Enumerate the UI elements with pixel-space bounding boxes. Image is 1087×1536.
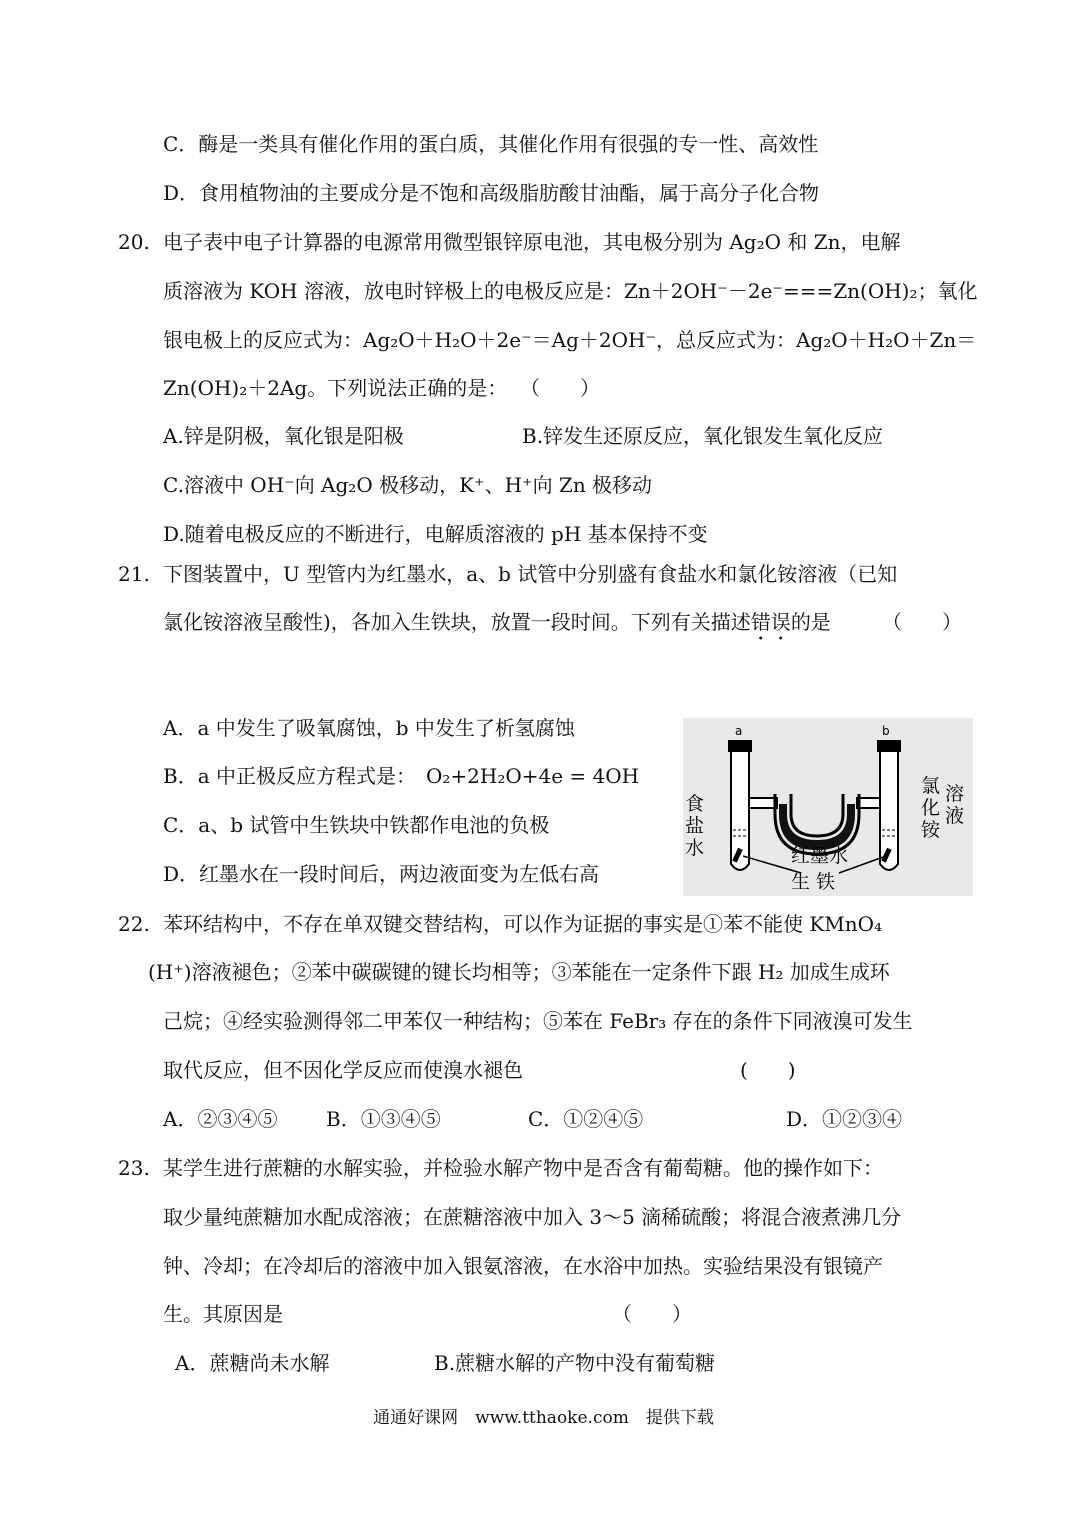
q20-stem-line1: 电子表中电子计算器的电源常用微型银锌原电池，其电极分别为 Ag₂O 和 Zn，电解 [163,230,901,254]
tube-a-stopper [728,740,752,752]
q22-stem-line1: 苯环结构中，不存在单双键交替结构，可以作为证据的事实是①苯不能使 KMnO₄ [163,912,883,936]
label-red-ink: 红墨水 [791,845,849,867]
q21-stem-line1: 下图装置中，U 型管内为红墨水，a、b 试管中分别盛有食盐水和氯化铵溶液（已知 [163,562,898,586]
tube-b-label: b [882,724,890,738]
q22-answer-bracket: ( ) [740,1058,796,1082]
q23-stem-line3: 钟、冷却；在冷却后的溶液中加入银氨溶液，在水浴中加热。实验结果没有银镜产 [163,1254,883,1278]
q22-stem-line4: 取代反应，但不因化学反应而使溴水褪色 [163,1058,523,1082]
q20-option-c: C.溶液中 OH⁻向 Ag₂O 极移动，K⁺、H⁺向 Zn 极移动 [163,473,653,497]
q19-option-c: C．酶是一类具有催化作用的蛋白质，其催化作用有很强的专一性、高效性 [163,132,819,156]
label-solution-2: 液 [945,805,965,827]
label-ammonium-chloride-3: 铵 [921,819,941,841]
q21-stem-line2-pre: 氯化铵溶液呈酸性)，各加入生铁块，放置一段时间。下列有关描述 [163,610,751,634]
q22-stem-line2: (H⁺)溶液褪色；②苯中碳碳键的键长均相等；③苯能在一定条件下跟 H₂ 加成生成环 [148,960,890,984]
q23-stem-line1: 某学生进行蔗糖的水解实验，并检验水解产物中是否含有葡萄糖。他的操作如下： [163,1156,883,1180]
tube-b-stopper [877,740,901,752]
label-ammonium-chloride-1: 氯 [921,775,941,797]
label-ammonium-chloride-2: 化 [921,797,941,819]
q22-stem-line3: 己烷；④经实验测得邻二甲苯仅一种结构；⑤苯在 FeBr₃ 存在的条件下同液溴可发生 [163,1009,913,1033]
q20-stem-line2: 质溶液为 KOH 溶液，放电时锌极上的电极反应是：Zn＋2OH⁻－2e⁻===Zn(OH)₂；氧化 [163,279,978,303]
label-salt-water-3: 水 [685,837,705,859]
q20-answer-bracket: （ ） [520,376,600,400]
q20-option-b: B.锌发生还原反应，氧化银发生氧化反应 [522,424,884,448]
label-solution-1: 溶 [945,783,965,805]
q23-option-a: A．蔗糖尚未水解 [175,1351,330,1375]
q23-stem-line4: 生。其原因是 [163,1302,283,1326]
q21-answer-bracket: （ ） [882,610,962,634]
q23-stem-line2: 取少量纯蔗糖加水配成溶液；在蔗糖溶液中加入 3～5 滴稀硫酸；将混合液煮沸几分 [163,1205,902,1229]
q21-option-c: C．a、b 试管中生铁块中铁都作电池的负极 [163,813,550,837]
label-pig-iron: 生 铁 [791,871,836,893]
q23-number: 23. [118,1156,150,1180]
q20-stem-line4: Zn(OH)₂＋2Ag。下列说法正确的是： [163,376,508,400]
q22-option-a: A．②③④⑤ [163,1107,278,1131]
q22-option-c: C．①②④⑤ [528,1107,644,1131]
corrosion-apparatus-figure [683,718,973,896]
q22-number: 22. [118,912,150,936]
label-salt-water-2: 盐 [685,815,705,837]
q23-answer-bracket: （ ） [612,1302,692,1326]
q19-option-d: D．食用植物油的主要成分是不饱和高级脂肪酸甘油酯，属于高分子化合物 [163,181,820,205]
q20-option-d: D.随着电极反应的不断进行，电解质溶液的 pH 基本保持不变 [163,522,708,546]
q21-option-a: A．a 中发生了吸氧腐蚀，b 中发生了析氢腐蚀 [163,716,575,740]
tube-a-label: a [735,724,743,738]
q22-option-b: B．①③④⑤ [326,1107,441,1131]
q21-stem-line2-post: 的是 [790,610,831,634]
q20-stem-line3: 银电极上的反应式为：Ag₂O＋H₂O＋2e⁻＝Ag＋2OH⁻，总反应式为：Ag₂O＋H₂O＋Zn＝ [163,328,977,352]
q22-option-d: D．①②③④ [786,1107,903,1131]
page-footer: 通通好课网 www.tthaoke.com 提供下载 [373,1408,714,1428]
q21-number: 21. [118,562,150,586]
q21-option-d: D．红墨水在一段时间后，两边液面变为左低右高 [163,862,600,886]
q23-option-b: B.蔗糖水解的产物中没有葡萄糖 [434,1351,716,1375]
q21-option-b: B．a 中正极反应方程式是： O₂+2H₂O+4e = 4OH [163,764,640,788]
label-salt-water-1: 食 [685,793,705,815]
q21-emphasized-word: 错误 [750,610,791,634]
q20-number: 20. [118,230,150,254]
q21-stem-line2 [163,608,831,645]
q20-option-a: A.锌是阴极，氧化银是阳极 [163,424,404,448]
